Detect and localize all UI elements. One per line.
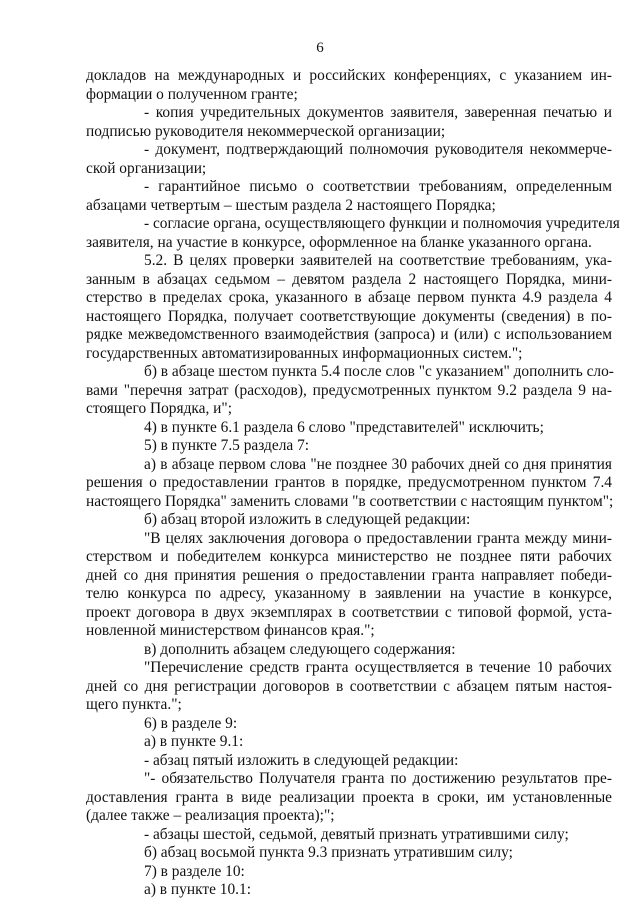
text-line: б) абзац второй изложить в следующей редакции: bbox=[144, 511, 471, 528]
text-line: "В целях заключения договора о предоставлении гранта между мини- bbox=[144, 529, 612, 547]
text-line: (далее также – реализация проекта);"; bbox=[86, 807, 335, 824]
document-body bbox=[86, 67, 620, 900]
text-line: новленной министерством финансов края."; bbox=[86, 622, 375, 639]
text-line: телю конкурса по адресу, указанному в заявлении на участие в конкурсе, bbox=[86, 585, 612, 602]
text-line: "Перечисление средств гранта осуществляется в течение 10 рабочих bbox=[144, 659, 612, 676]
text-line: ской организации; bbox=[86, 159, 207, 177]
text-line: в) дополнить абзацем следующего содержания: bbox=[144, 640, 456, 658]
text-line: докладов на международных и российских конференциях, с указанием ин- bbox=[86, 67, 612, 84]
text-line: - абзацы шестой, седьмой, девятый признать утратившими силу; bbox=[144, 825, 569, 843]
text-line: вами "перечня затрат (расходов), предусмотренных пунктом 9.2 раздела 9 на- bbox=[86, 381, 612, 399]
text-line: 5.2. В целях проверки заявителей на соответствие требованиям, ука- bbox=[144, 252, 612, 269]
text-line: стерство в пределах срока, указанного в абзаце первом пункта 4.9 раздела 4 bbox=[86, 289, 612, 306]
text-line: а) в абзаце первом слова "не позднее 30 рабочих дней со дня принятия bbox=[144, 455, 612, 473]
text-line: настоящего Порядка, получает соответствующие документы (сведения) в по- bbox=[86, 307, 612, 325]
text-line: 7) в разделе 10: bbox=[144, 862, 245, 880]
text-line: "- обязательство Получателя гранта по достижению результатов пре- bbox=[144, 770, 612, 787]
text-line: государственных автоматизированных информационных систем."; bbox=[86, 344, 523, 362]
text-line: рядке межведомственного взаимодействия (запроса) и (или) с использованием bbox=[86, 326, 612, 343]
text-line: абзацами четвертым – шестым раздела 2 настоящего Порядка; bbox=[86, 196, 496, 214]
text-line: - гарантийное письмо о соответствии требованиям, определенным bbox=[144, 178, 612, 195]
text-line: формации о полученном гранте; bbox=[86, 85, 298, 103]
text-line: настоящего Порядка" заменить словами "в соответствии с настоящим пунктом"; bbox=[86, 492, 614, 510]
text-line: 6) в разделе 9: bbox=[144, 714, 238, 732]
text-line: - абзац пятый изложить в следующей редакции: bbox=[144, 751, 459, 769]
text-line: дней со дня принятия решения о предоставлении гранта направляет победи- bbox=[86, 566, 612, 584]
text-line: - документ, подтверждающий полномочия руководителя некоммерче- bbox=[144, 141, 612, 158]
text-line: проект договора в двух экземплярах в соответствии с типовой формой, уста- bbox=[86, 603, 612, 621]
text-line: занным в абзацах седьмом – девятом раздела 2 настоящего Порядка, мини- bbox=[86, 270, 612, 288]
text-line: - копия учредительных документов заявителя, заверенная печатью и bbox=[144, 104, 612, 121]
text-line: щего пункта."; bbox=[86, 696, 182, 713]
text-line: доставления гранта в виде реализации проекта в сроки, им установленные bbox=[86, 788, 612, 806]
text-line: 4) в пункте 6.1 раздела 6 слово "представителей" исключить; bbox=[144, 418, 544, 436]
text-line: б) в абзаце шестом пункта 5.4 после слов "с указанием" дополнить сло- bbox=[144, 363, 614, 380]
text-line: стоящего Порядка, и"; bbox=[86, 400, 232, 417]
text-line: - согласие органа, осуществляющего функции и полномочия учредителя bbox=[144, 215, 620, 232]
page-number: 6 bbox=[316, 40, 324, 56]
text-line: заявителя, на участие в конкурсе, оформленное на бланке указанного органа. bbox=[86, 233, 592, 251]
text-line: решения о предоставлении грантов в порядке, предусмотренном пунктом 7.4 bbox=[86, 474, 612, 491]
text-line: а) в пункте 9.1: bbox=[144, 733, 244, 750]
text-line: стерством и победителем конкурса министерство не позднее пяти рабочих bbox=[86, 548, 612, 565]
text-line: б) абзац восьмой пункта 9.3 признать утратившим силу; bbox=[144, 844, 513, 861]
text-line: а) в пункте 10.1: bbox=[144, 881, 251, 898]
text-line: дней со дня регистрации договоров в соответствии с абзацем пятым настоя- bbox=[86, 677, 612, 695]
text-line: подписью руководителя некоммерческой организации; bbox=[86, 122, 446, 140]
text-line: 5) в пункте 7.5 раздела 7: bbox=[144, 437, 310, 454]
